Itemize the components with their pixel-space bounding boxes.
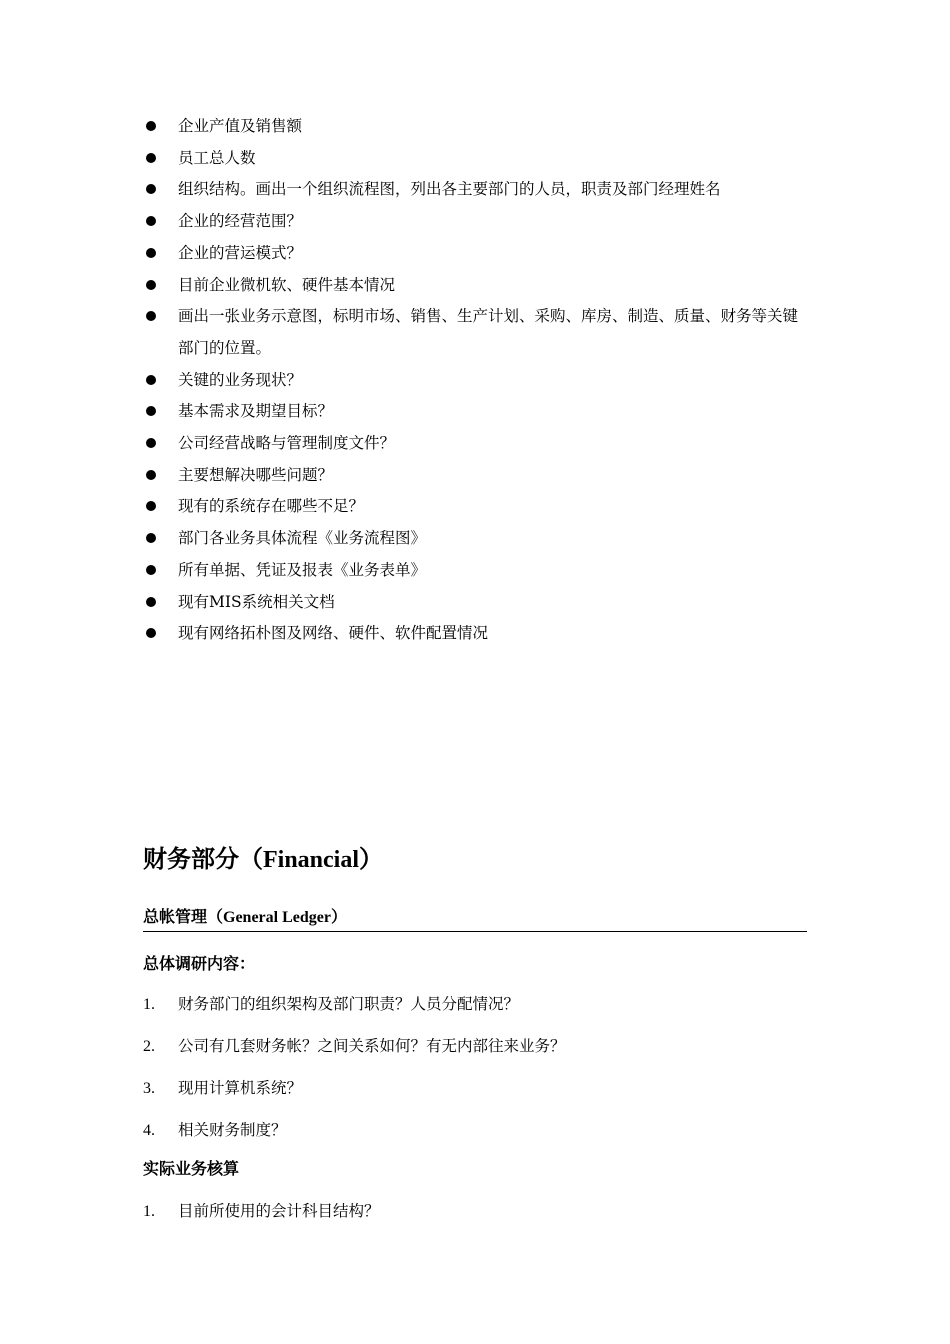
bullet-item: 组织结构。画出一个组织流程图，列出各主要部门的人员，职责及部门经理姓名	[145, 174, 810, 206]
bullet-dot-icon	[146, 121, 156, 131]
bullet-item: 公司经营战略与管理制度文件？	[145, 428, 810, 460]
bullet-item: 现有MIS系统相关文档	[145, 587, 810, 619]
bullet-dot-icon	[146, 597, 156, 607]
bullet-dot-icon	[146, 628, 156, 638]
bullet-dot-icon	[146, 375, 156, 385]
overall-survey-label: 总体调研内容：	[143, 956, 256, 973]
actual-accounting-label: 实际业务核算	[143, 1161, 240, 1178]
numbered-item: 1. 财务部门的组织架构及部门职责？人员分配情况？	[143, 995, 520, 1013]
section-title: 财务部分（Financial）	[143, 847, 384, 873]
numbered-item: 2. 公司有几套财务帐？之间关系如何？有无内部往来业务？	[143, 1037, 566, 1055]
bullet-item: 现有网络拓朴图及网络、硬件、软件配置情况	[145, 618, 810, 650]
bullet-item: 企业产值及销售额	[145, 111, 810, 143]
bullet-dot-icon	[146, 533, 156, 543]
bullet-item: 基本需求及期望目标？	[145, 396, 810, 428]
bullet-dot-icon	[146, 280, 156, 290]
bullet-dot-icon	[146, 184, 156, 194]
bullet-dot-icon	[146, 216, 156, 226]
bullet-item: 关键的业务现状？	[145, 365, 810, 397]
bullet-dot-icon	[146, 153, 156, 163]
numbered-item: 1. 目前所使用的会计科目结构？	[143, 1202, 380, 1220]
bullet-dot-icon	[146, 311, 156, 321]
bullet-dot-icon	[146, 470, 156, 480]
bullet-item: 部门各业务具体流程《业务流程图》	[145, 523, 810, 555]
bullet-dot-icon	[146, 565, 156, 575]
bullet-dot-icon	[146, 501, 156, 511]
numbered-item: 3. 现用计算机系统？	[143, 1079, 303, 1097]
bullet-item: 画出一张业务示意图，标明市场、销售、生产计划、采购、库房、制造、质量、财务等关键部门的位置。	[145, 301, 810, 364]
bullet-item: 所有单据、凭证及报表《业务表单》	[145, 555, 810, 587]
bullet-item: 企业的经营范围？	[145, 206, 810, 238]
bullet-item: 主要想解决哪些问题？	[145, 460, 810, 492]
bullet-dot-icon	[146, 406, 156, 416]
bullet-item: 目前企业微机软、硬件基本情况	[145, 270, 810, 302]
bullet-item: 员工总人数	[145, 143, 810, 175]
requirements-bullet-list	[145, 111, 810, 650]
bullet-item: 现有的系统存在哪些不足？	[145, 491, 810, 523]
subsection-title: 总帐管理（General Ledger）	[143, 906, 807, 932]
bullet-dot-icon	[146, 438, 156, 448]
bullet-item: 企业的营运模式？	[145, 238, 810, 270]
numbered-item: 4. 相关财务制度？	[143, 1121, 287, 1139]
bullet-dot-icon	[146, 248, 156, 258]
